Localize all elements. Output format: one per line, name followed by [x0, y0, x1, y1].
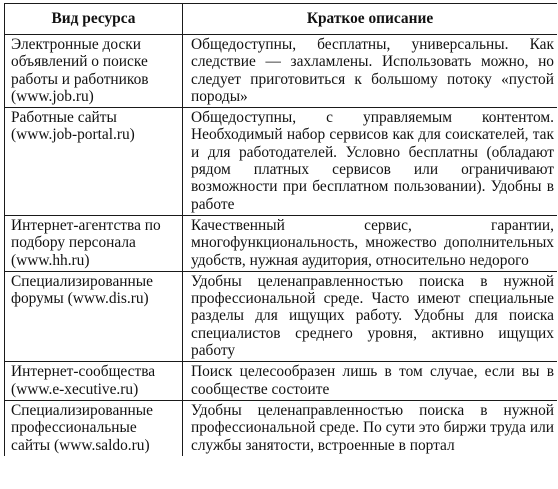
- table-header-row: [5, 4, 558, 35]
- cell-description: Общедоступны, с управляемым контентом. Необходимый набор сервисов как для соискателей, так и для работодателей. Условно бесплатны (обладают рядом платных сервисов или ограничивают возможности при бесплатном пользовании). Удобны в работе: [183, 108, 558, 216]
- cell-resource: Интернет-агентства по подбору персонала (www.hh.ru): [5, 215, 183, 271]
- cell-description: Поиск целесообразен лишь в том случае, если вы в сообществе состоите: [183, 362, 558, 401]
- table-row: [5, 215, 558, 271]
- cell-description: Качественный сервис, гарантии, многофункциональность, множество дополнительных удобств, нужная аудитория, относительно недорого: [183, 215, 558, 271]
- cell-resource: Работные сайты (www.job-portal.ru): [5, 108, 183, 216]
- header-description: Краткое описание: [183, 4, 558, 35]
- cell-description: Удобны целенаправленностью поиска в нужной профессиональной среде. По сути это биржи труда или службы занятости, встроенные в портал: [183, 400, 558, 455]
- cell-description: Общедоступны, бесплатны, универсальны. Как следствие — захламлены. Использовать можно, но следует приготовиться к большому потоку «пустой породы»: [183, 35, 558, 108]
- header-resource-type: Вид ресурса: [5, 4, 183, 35]
- cell-resource: Электронные доски объявлений о поиске работы и работников (www.job.ru): [5, 35, 183, 108]
- resource-table-container: [4, 3, 557, 489]
- table-row: [5, 271, 558, 361]
- table-row: [5, 362, 558, 401]
- table-row: [5, 35, 558, 108]
- resource-table: [4, 3, 557, 456]
- cell-description: Удобны целенаправленностью поиска в нужной профессиональной среде. Часто имеют специальные разделы для ищущих работу. Удобны для поиска специалистов среднего уровня, активно ищущих работу: [183, 271, 558, 361]
- cell-resource: Специализированные профессиональные сайты (www.saldo.ru): [5, 400, 183, 455]
- table-row: [5, 400, 558, 455]
- cell-resource: Специализированные форумы (www.dis.ru): [5, 271, 183, 361]
- cell-resource: Интернет-сообщества (www.e-xecutive.ru): [5, 362, 183, 401]
- table-row: [5, 108, 558, 216]
